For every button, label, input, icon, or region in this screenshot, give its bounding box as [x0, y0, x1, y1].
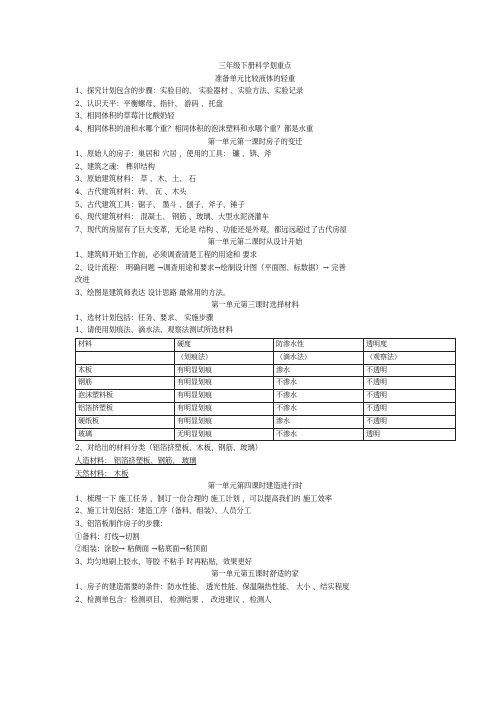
text-line: 天然材料： 木板	[75, 468, 129, 478]
text-line: ②组装：涂胶→ 粘侧面 →粘底面→粘顶面	[75, 544, 208, 554]
table-header-row	[76, 351, 456, 364]
table-row	[76, 377, 456, 390]
text-line: 1、选材计划包括：任务、要求、 实施步骤	[75, 312, 214, 322]
text-line: 1、原始人的房子：巢居和 穴居 ，使用的工具： 镰 、锛、斧	[75, 149, 272, 159]
text-line: 人造材料： 铝箔挤塑板、钢筋、 玻璃	[75, 456, 197, 466]
text-line: 1、建筑师开始工作前，必须调查清楚工程的用途和 要求	[75, 249, 258, 259]
section-heading: 第一单元第一课时房子的变迁	[207, 136, 303, 146]
section-comfortable-home	[75, 568, 435, 606]
table-cell: 渗水	[274, 364, 364, 377]
section-heading: 第一单元第三课时选择材料	[211, 300, 299, 310]
text-line: 2、设计流程： 明确问题 →调查用途和要求→绘制设计图（平面图、标数据）→ 完善	[75, 262, 346, 272]
table-row	[76, 428, 456, 441]
table-header-cell: （观察法）	[364, 351, 456, 364]
table-cell: 不渗水	[274, 403, 364, 416]
section-prep	[75, 73, 435, 136]
section-materials	[75, 299, 435, 480]
table-cell: 有明显划痕	[175, 415, 274, 428]
table-header-row	[76, 339, 456, 352]
section-house-changes	[75, 136, 435, 237]
table-cell: 有明显划痕	[175, 390, 274, 403]
text-line: 4、相同体积的油和水哪个重？相同体积的泡沫塑料和水哪个重？都是水重	[75, 123, 314, 133]
text-line: 1、房子的建造需要的条件：防水性能、 透光性能、保温隔热性能、 大小 、结实程度	[75, 581, 350, 591]
section-design	[75, 236, 435, 299]
table-cell: 不透明	[364, 415, 456, 428]
table-header-cell: 硬度	[175, 339, 274, 352]
table-header-cell: （滴水法）	[274, 351, 364, 364]
table-header-cell	[76, 351, 175, 364]
table-cell: 玻璃	[76, 428, 175, 441]
text-line: ①备料：打线→切割	[75, 531, 140, 541]
table-cell: 有明显划痕	[175, 403, 274, 416]
text-line: 4、古代建筑材料：砖、 瓦 、木头	[75, 186, 187, 196]
text-line: 1、探究计划包含的步骤：实验目的、 实验器材 、实验方法、实验记录	[75, 86, 304, 96]
text-line: 2、检测单包含：检测项目、 检测结果 、 改进建议 、检测人	[75, 594, 272, 604]
table-cell: 钢筋	[76, 377, 175, 390]
table-row	[76, 364, 456, 377]
table-cell: 无明显划痕	[175, 428, 274, 441]
text-line: 3、相同体积的草莓汁比酸奶轻	[75, 111, 175, 121]
text-line: 1、梳理一下 施工任务 ，制订一份合理的 施工计划 ，可以提高我们的 施工效率	[75, 493, 333, 503]
table-cell: 透明	[364, 428, 456, 441]
text-line: 3、绘图是建筑师表达 设计思路 最常用的方法。	[75, 287, 231, 297]
text-line: 改进	[75, 275, 90, 285]
table-cell: 硬纸板	[76, 415, 175, 428]
text-line: 2、施工计划包括：建造工序（备料、组装）、人员分工	[75, 506, 252, 516]
page-title: 三年级下册科学划重点	[218, 61, 292, 70]
table-header-cell: （划痕法）	[175, 351, 274, 364]
text-line: 2、认识天平：平衡螺母、指针、 游码 、托盘	[75, 98, 223, 108]
table-cell: 有明显划痕	[175, 364, 274, 377]
table-cell: 不透明	[364, 403, 456, 416]
text-line: 6、现代建筑材料： 混凝土、 钢筋 、玻璃、大型水泥浇灌车	[75, 212, 270, 222]
section-construction	[75, 480, 435, 568]
text-line: 3、铝箔板制作房子的步骤：	[75, 519, 168, 528]
table-cell: 铝箔挤塑板	[76, 403, 175, 416]
table-cell: 不透明	[364, 377, 456, 390]
table-header-cell: 材料	[76, 339, 175, 352]
table-cell: 渗水	[274, 415, 364, 428]
materials-table	[75, 338, 456, 441]
text-line: 2、建筑之魂： 榫卯结构	[75, 161, 155, 171]
text-line: 3、原始建筑材料： 草 、木、土、 石	[75, 174, 197, 184]
table-cell: 不透明	[364, 390, 456, 403]
table-cell: 木板	[76, 364, 175, 377]
table-cell: 不透明	[364, 364, 456, 377]
table-row	[76, 390, 456, 403]
section-heading: 第一单元第二课时从设计开始	[207, 237, 303, 247]
section-heading: 第一单元第四课时建造进行时	[207, 481, 303, 491]
section-heading: 第一单元第五课时舒适的家	[211, 569, 299, 579]
section-heading: 准备单元比较液体的轻重	[214, 73, 296, 83]
table-cell: 不渗水	[274, 377, 364, 390]
table-cell: 不渗水	[274, 390, 364, 403]
text-line: 5、古代建筑工具：锯子、 墨斗 、刨子、斧子、锤子	[75, 199, 245, 209]
document-body	[75, 60, 435, 606]
table-header-cell: 透明度	[364, 339, 456, 352]
table-cell: 泡沫塑料板	[76, 390, 175, 403]
text-line: 2、对给出的材料分类（铝箔挤塑板、木板、钢筋、玻璃）	[75, 443, 263, 453]
table-header-cell: 防渗水性	[274, 339, 364, 352]
table-row	[76, 403, 456, 416]
table-cell: 有明显划痕	[175, 377, 274, 390]
text-line: 7、现代的房屋有了巨大变革，无论是 结构 、功能还是外观，都远远超过了古代房屋	[75, 224, 347, 234]
text-line: 1、请使用划痕法、滴水法、观察法测试所选材料	[75, 325, 233, 335]
text-line: 3、均匀地刷上胶水，等胶 不粘手 时再粘贴，效果更好	[75, 556, 253, 566]
table-row	[76, 415, 456, 428]
table-cell: 不渗水	[274, 428, 364, 441]
